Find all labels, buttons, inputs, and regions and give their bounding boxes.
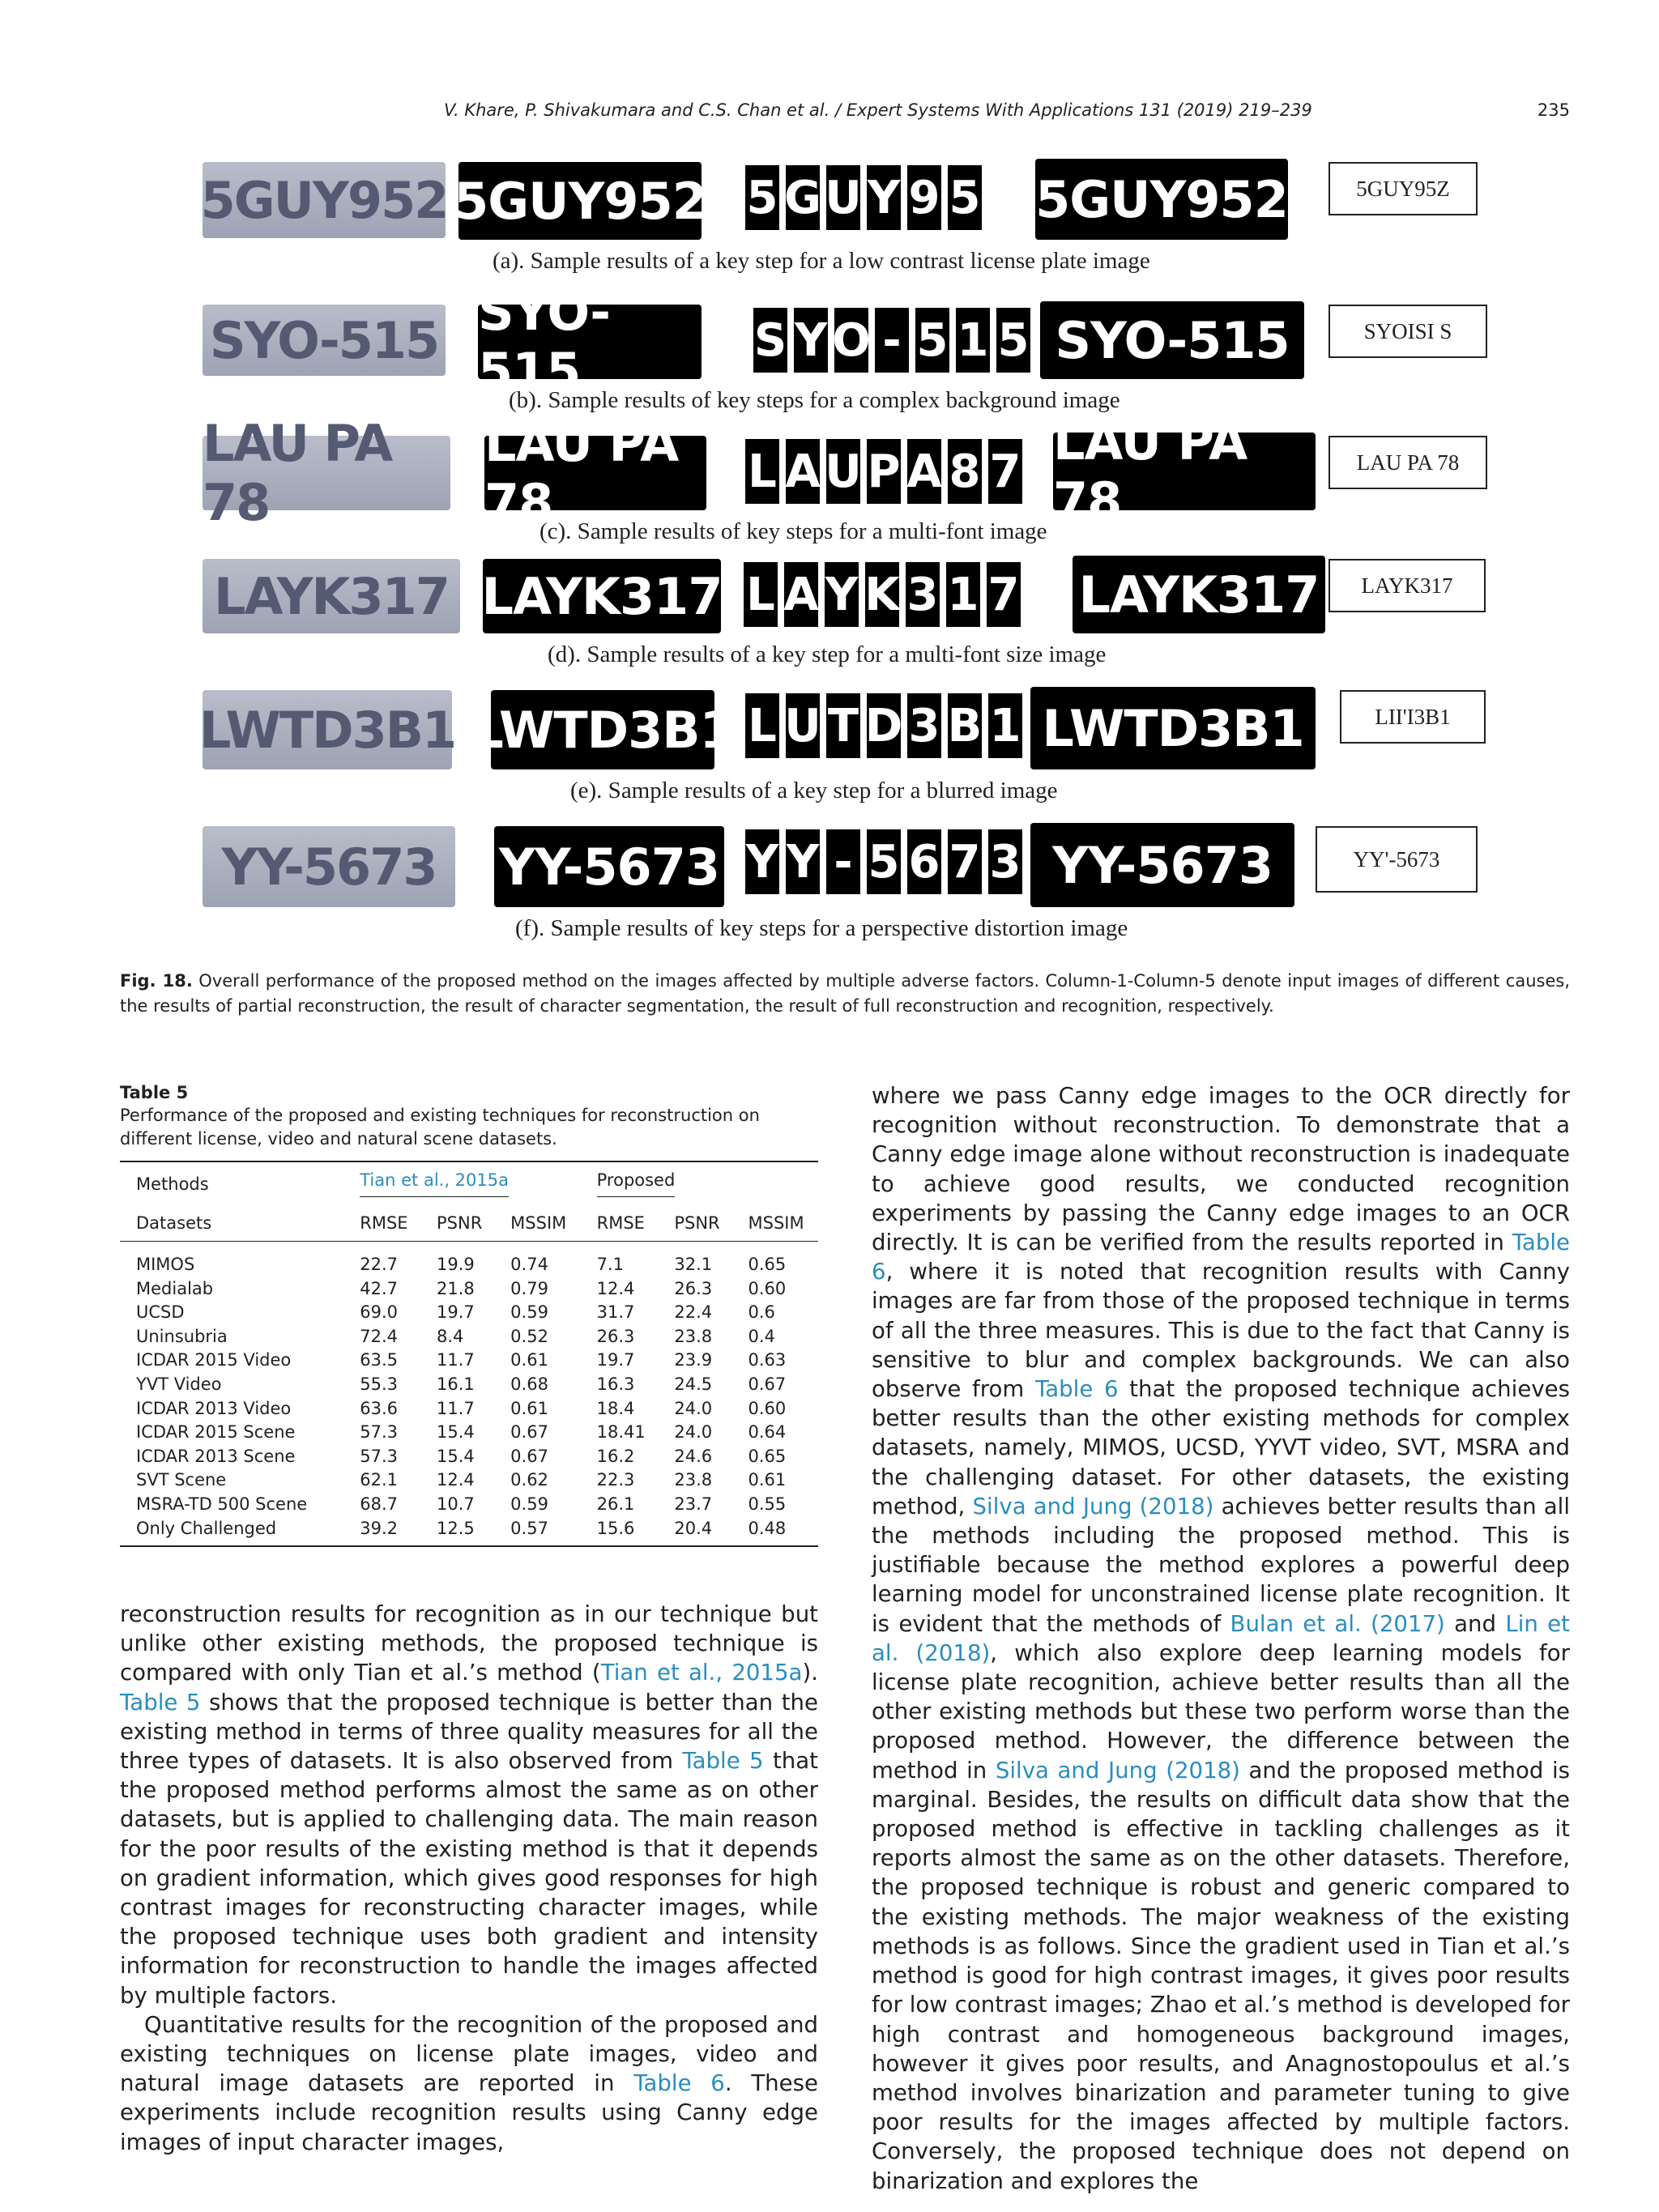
metric-cell: 26.3: [674, 1278, 713, 1298]
segmented-character: Y: [794, 308, 828, 373]
dataset-name-cell: Medialab: [136, 1278, 214, 1298]
right-column: [872, 1081, 1570, 2196]
full-reconstruction-text: LAYK317: [1078, 565, 1320, 624]
metric-cell: 12.4: [596, 1278, 635, 1298]
segmented-character: D: [867, 693, 901, 758]
metric-cell: 0.59: [510, 1494, 548, 1514]
subfigure-caption: (f). Sample results of key steps for a perspective distortion image: [515, 915, 1128, 941]
table-ref-link[interactable]: Table 6: [633, 2069, 725, 2097]
metric-cell: 19.7: [596, 1350, 635, 1370]
dataset-name-cell: UCSD: [136, 1302, 185, 1323]
metric-cell: 68.7: [360, 1494, 399, 1514]
segmented-character: S: [753, 308, 787, 373]
character-segmentation: [745, 693, 1022, 758]
table-col-datasets: Datasets: [120, 1204, 343, 1242]
metric-cell: 0.68: [510, 1374, 548, 1394]
table-row: [120, 1397, 818, 1421]
character-segmentation: [744, 562, 1021, 627]
partial-reconstruction-image: [484, 414, 706, 532]
full-reconstruction-text: LAU PA 78: [1053, 412, 1247, 531]
subfigure-caption: (e). Sample results of a key step for a blurred image: [570, 778, 1058, 803]
metric-cell: 57.3: [360, 1446, 399, 1466]
table-ref-link[interactable]: Table 5: [682, 1747, 764, 1775]
citation-link-tian[interactable]: Tian et al., 2015a: [360, 1170, 509, 1197]
subfigure-caption: (c). Sample results of key steps for a multi-font image: [539, 518, 1047, 544]
metric-cell: 15.6: [581, 1517, 659, 1547]
metric-cell: 39.2: [343, 1517, 420, 1547]
input-plate-text: SYO-515: [209, 310, 439, 370]
page-number: 235: [1537, 100, 1570, 120]
table-ref-link[interactable]: Table 5: [120, 1688, 201, 1715]
segmented-character: 5: [948, 165, 982, 230]
partial-reconstruction-image: [454, 162, 706, 240]
dataset-name-cell: MSRA-TD 500 Scene: [136, 1494, 308, 1514]
segmented-character: 1: [988, 693, 1022, 758]
metric-cell: 16.1: [437, 1374, 475, 1394]
metric-cell: 26.3: [596, 1326, 635, 1346]
recognition-result-box: 5GUY95Z: [1328, 162, 1478, 215]
metric-cell: 0.59: [510, 1302, 548, 1323]
citation-link[interactable]: Tian et al., 2015a: [600, 1659, 803, 1686]
full-reconstruction-image: [1040, 301, 1304, 379]
dataset-name-cell: Uninsubria: [136, 1326, 228, 1346]
results-table: [120, 1161, 818, 1547]
citation-link[interactable]: Bulan et al. (2017): [1230, 1609, 1445, 1637]
metric-cell: 24.6: [674, 1446, 713, 1466]
dataset-name-cell: ICDAR 2015 Video: [136, 1350, 292, 1370]
table-group-proposed: Proposed: [581, 1161, 818, 1204]
dataset-name-cell: SVT Scene: [136, 1470, 227, 1490]
partial-reconstruction-image: [494, 826, 724, 907]
recognition-result-box: YY'-5673: [1316, 826, 1478, 893]
metric-cell: 0.48: [732, 1517, 818, 1547]
metric-cell: 72.4: [360, 1326, 399, 1346]
metric-cell: 31.7: [596, 1302, 635, 1323]
segmented-character: 7: [948, 829, 982, 894]
metric-cell: 0.6: [748, 1302, 775, 1323]
metric-cell: 0.65: [748, 1446, 787, 1466]
metric-cell: 62.1: [360, 1470, 399, 1490]
segmented-character: Y: [745, 829, 779, 894]
dataset-name-cell: Only Challenged: [120, 1517, 343, 1547]
subfigure-caption: (d). Sample results of a key step for a multi-font size image: [548, 641, 1107, 667]
recognition-result-box: SYOISI S: [1328, 305, 1487, 358]
table-col-header: PSNR: [658, 1204, 731, 1242]
metric-cell: 0.60: [748, 1398, 787, 1418]
segmented-character: 9: [907, 165, 941, 230]
full-reconstruction-text: LWTD3B1: [1042, 698, 1304, 758]
table-group-methods: Methods: [120, 1161, 343, 1204]
metric-cell: 0.57: [494, 1517, 580, 1547]
metric-cell: 24.0: [674, 1422, 713, 1443]
metric-cell: 8.4: [437, 1326, 464, 1346]
full-reconstruction-image: [1030, 687, 1316, 769]
segmented-character: L: [745, 693, 779, 758]
segmented-character: 8: [948, 439, 982, 504]
metric-cell: 16.3: [596, 1374, 635, 1394]
table-row: [120, 1349, 818, 1373]
citation-link[interactable]: Silva and Jung (2018): [972, 1492, 1214, 1519]
character-segmentation: [753, 308, 1030, 373]
segmented-character: B: [948, 693, 982, 758]
input-plate-text: 5GUY952: [200, 170, 448, 230]
metric-cell: 18.4: [596, 1398, 635, 1418]
metric-cell: 69.0: [360, 1302, 399, 1323]
metric-cell: 23.8: [674, 1326, 713, 1346]
input-plate-image: [203, 305, 446, 376]
figure-18: [0, 0, 1659, 972]
table-row: [120, 1468, 818, 1493]
figure-caption: [120, 969, 1570, 1019]
input-plate-text: LWTD3B1: [198, 700, 456, 760]
metric-cell: 22.3: [596, 1470, 635, 1490]
input-plate-image: [198, 690, 456, 769]
segmented-character: 5: [996, 308, 1030, 373]
metric-cell: 22.4: [674, 1302, 713, 1323]
metric-cell: 10.7: [437, 1494, 475, 1514]
reconstruction-text: YY-5673: [499, 837, 719, 897]
recognition-result-box: LAYK317: [1328, 559, 1486, 612]
metric-cell: 24.0: [674, 1398, 713, 1418]
subfigure-caption: (b). Sample results of key steps for a complex background image: [509, 387, 1120, 413]
figure-caption-label: Fig. 18.: [120, 971, 193, 991]
input-plate-text: YY-5673: [221, 837, 437, 897]
metric-cell: 63.5: [360, 1350, 399, 1370]
segmented-character: 7: [988, 439, 1022, 504]
character-segmentation: [745, 829, 1022, 894]
metric-cell: 0.61: [748, 1470, 787, 1490]
metric-cell: 19.9: [437, 1255, 475, 1274]
table-row: [120, 1421, 818, 1445]
left-column: [120, 1600, 818, 2157]
input-plate-text: LAYK317: [214, 566, 449, 626]
segmented-character: T: [826, 693, 860, 758]
metric-cell: 0.61: [510, 1398, 548, 1418]
segmented-character: G: [786, 165, 820, 230]
paragraph: reconstruction results for recognition as in our technique but unlike other existing methods, the proposed technique is compared with only Tian et al.’s method (Tian et al., 2015a). Table 5 shows that the proposed technique is better than the existing method in terms of three quality measures for all the three types of datasets. It is also observed from Table 5 that the proposed method performs almost the same as on other datasets, but is applied to challenging data. The main reason for the poor results of the existing method is that it depends on gradient information, which gives good responses for high contrast images for reconstructing character images, while the proposed technique uses both gradient and intensity information for reconstruction to handle the images affected by multiple factors.: [120, 1600, 819, 2009]
segmented-character: A: [784, 562, 818, 627]
table-col-header: RMSE: [343, 1204, 420, 1242]
segmented-character: U: [826, 165, 860, 230]
metric-cell: 55.3: [360, 1374, 399, 1394]
segmented-character: U: [826, 439, 860, 504]
citation-link[interactable]: Silva and Jung (2018): [995, 1756, 1240, 1784]
metric-cell: 16.2: [596, 1446, 635, 1466]
table-row: [120, 1517, 818, 1547]
metric-cell: 15.4: [437, 1422, 475, 1443]
table-row: [120, 1445, 818, 1469]
metric-cell: 12.4: [437, 1470, 475, 1490]
table-col-header: MSSIM: [732, 1204, 818, 1242]
input-plate-text: LAU PA 78: [203, 414, 392, 532]
table-col-header: MSSIM: [494, 1204, 580, 1242]
metric-cell: 0.67: [510, 1422, 548, 1443]
metric-cell: 19.7: [437, 1302, 475, 1323]
segmented-character: L: [744, 562, 778, 627]
metric-cell: 23.8: [674, 1470, 713, 1490]
metric-cell: 0.52: [510, 1326, 548, 1346]
metric-cell: 0.74: [510, 1255, 548, 1274]
table-row: [120, 1493, 818, 1517]
table-row: [120, 1325, 818, 1349]
segmented-character: 3: [988, 829, 1022, 894]
full-reconstruction-image: [1035, 159, 1288, 240]
metric-cell: 24.5: [674, 1374, 713, 1394]
partial-reconstruction-image: [483, 559, 721, 633]
segmented-character: A: [786, 439, 820, 504]
segmented-character: 1: [946, 562, 980, 627]
metric-cell: 20.4: [658, 1517, 731, 1547]
table-label: Table 5: [120, 1083, 189, 1102]
segmented-character: Y: [786, 829, 820, 894]
character-segmentation: [745, 439, 1022, 504]
dataset-name-cell: YVT Video: [136, 1374, 222, 1394]
partial-reconstruction-image: [471, 690, 734, 769]
subfigure-caption: (a). Sample results of a key step for a low contrast license plate image: [493, 248, 1150, 274]
dataset-name-cell: ICDAR 2015 Scene: [136, 1422, 296, 1443]
character-segmentation: [745, 165, 982, 230]
table-ref-link[interactable]: Table 6: [872, 1229, 1570, 1285]
metric-cell: 0.65: [748, 1255, 787, 1274]
metric-cell: 15.4: [437, 1446, 475, 1466]
dataset-name-cell: MIMOS: [136, 1255, 195, 1274]
paragraph: where we pass Canny edge images to the OCR directly for recognition without reconstruction. To demonstrate that a Canny edge image alone without reconstruction is inadequate to achieve good results, we conducted recognition experiments by passing the Canny edge images to an OCR directly. It is can be verified from the results reported in Table 6, where it is noted that recognition results with Canny images are far from those of the proposed technique in terms of all the three measures. This is due to the fact that Canny is sensitive to blur and complex backgrounds. We can also observe from Table 6 that the proposed technique achieves better results than the other existing methods for complex datasets, namely, MIMOS, UCSD, YYVT video, SVT, MSRA and the challenging dataset. For other datasets, the existing method, Silva and Jung (2018) achieves better results than all the methods including the proposed method. This is justifiable because the method explores a powerful deep learning model for unconstrained license plate recognition. It is evident that the methods of Bulan et al. (2017) and Lin et al. (2018), which also explore deep learning models for license plate recognition, achieve better results than all the other existing methods but these two perform worse than the proposed method. However, the difference between the method in Silva and Jung (2018) and the proposed method is marginal. Besides, the results on difficult data show that the proposed method is effective in tackling challenges as it reports almost the same as on the other datasets. Therefore, the proposed technique is robust and generic compared to the existing methods. The major weakness of the existing methods is as follows. Since the gradient used in Tian et al.’s method is good for high contrast images, it gives poor results for low contrast images; Zhao et al.’s method is developed for high contrast and homogeneous background images, however it gives poor results, and Anagnostopoulus et al.’s method involves binarization and parameter tuning to give poor results for the images affected by multiple factors. Conversely, the proposed technique does not depend on binarization and explores the: [872, 1082, 1571, 2194]
table-caption: Performance of the proposed and existing techniques for reconstruction on different license, video and natural scene datasets.: [120, 1106, 760, 1149]
metric-cell: 63.6: [360, 1398, 399, 1418]
table-row: [120, 1242, 818, 1277]
table-ref-link[interactable]: Table 6: [1034, 1375, 1119, 1403]
metric-cell: 0.4: [748, 1326, 775, 1346]
segmented-character: K: [865, 562, 899, 627]
citation-link[interactable]: Lin et al. (2018): [872, 1609, 1570, 1666]
reconstruction-text: SYO-515: [478, 283, 610, 401]
segmented-character: U: [786, 693, 820, 758]
segmented-character: 7: [987, 562, 1021, 627]
metric-cell: 0.62: [510, 1470, 548, 1490]
segmented-character: 5: [915, 308, 949, 373]
metric-cell: 0.79: [510, 1278, 548, 1298]
table-group-existing: [343, 1161, 580, 1204]
segmented-character: A: [907, 439, 941, 504]
table-row: [120, 1373, 818, 1397]
metric-cell: 32.1: [674, 1255, 713, 1274]
table-col-header: RMSE: [581, 1204, 659, 1242]
metric-cell: 23.7: [674, 1494, 713, 1514]
metric-cell: 0.61: [510, 1350, 548, 1370]
metric-cell: 11.7: [437, 1350, 475, 1370]
segmented-character: Y: [867, 165, 901, 230]
table-5: [120, 1083, 818, 1547]
partial-reconstruction-image: [478, 283, 702, 401]
recognition-result-box: LII'I3B1: [1340, 690, 1486, 744]
recognition-result-box: LAU PA 78: [1328, 436, 1487, 489]
reconstruction-text: LWTD3B1: [471, 700, 734, 760]
metric-cell: 0.60: [748, 1278, 787, 1298]
segmented-character: O: [834, 308, 868, 373]
segmented-character: L: [745, 439, 779, 504]
table-col-header: PSNR: [420, 1204, 494, 1242]
metric-cell: 57.3: [360, 1422, 399, 1443]
full-reconstruction-image: [1053, 412, 1316, 531]
input-plate-image: [203, 414, 450, 532]
metric-cell: 7.1: [596, 1255, 625, 1274]
segmented-character: 3: [907, 693, 941, 758]
full-reconstruction-image: [1030, 823, 1294, 907]
dataset-name-cell: ICDAR 2013 Video: [136, 1398, 292, 1418]
metric-cell: 0.67: [510, 1446, 548, 1466]
reconstruction-text: LAU PA 78: [484, 414, 679, 532]
input-plate-image: [200, 162, 448, 238]
dataset-name-cell: ICDAR 2013 Scene: [136, 1446, 296, 1466]
full-reconstruction-text: 5GUY952: [1035, 169, 1288, 229]
metric-cell: 18.41: [596, 1422, 646, 1443]
running-title: V. Khare, P. Shivakumara and C.S. Chan et al. / Expert Systems With Applications 131 (2019) 219–239: [444, 100, 1312, 120]
full-reconstruction-image: [1073, 556, 1325, 633]
segmented-character: -: [875, 308, 909, 373]
metric-cell: 0.63: [748, 1350, 787, 1370]
metric-cell: 42.7: [360, 1278, 399, 1298]
full-reconstruction-text: YY-5673: [1052, 835, 1273, 895]
segmented-character: 5: [745, 165, 779, 230]
segmented-character: 5: [867, 829, 901, 894]
reconstruction-text: 5GUY952: [454, 171, 706, 231]
full-reconstruction-text: SYO-515: [1055, 310, 1290, 370]
table-row: [120, 1277, 818, 1302]
metric-cell: 0.64: [748, 1422, 787, 1443]
metric-cell: 22.7: [360, 1255, 399, 1274]
segmented-character: 6: [907, 829, 941, 894]
metric-cell: 0.55: [748, 1494, 787, 1514]
input-plate-image: [203, 559, 460, 633]
input-plate-image: [203, 826, 455, 907]
segmented-character: -: [826, 829, 860, 894]
segmented-character: 3: [906, 562, 940, 627]
metric-cell: 21.8: [437, 1278, 475, 1298]
segmented-character: P: [867, 439, 901, 504]
table-row: [120, 1301, 818, 1325]
segmented-character: 1: [956, 308, 990, 373]
metric-cell: 12.5: [420, 1517, 494, 1547]
metric-cell: 26.1: [596, 1494, 635, 1514]
segmented-character: Y: [825, 562, 859, 627]
figure-caption-text: Overall performance of the proposed method on the images affected by multiple adverse factors. Column-1-Column-5 denote input images of different causes, the results of partial reconstruction, the result of character segmentation, the result of full reconstruction and recognition, respectively.: [120, 971, 1570, 1016]
paragraph: Quantitative results for the recognition of the proposed and existing techniques on license plate images, video and natural image datasets are reported in Table 6. These experiments include recognition results using Canny edge images of input character images,: [120, 2010, 818, 2155]
metric-cell: 11.7: [437, 1398, 475, 1418]
reconstruction-text: LAYK317: [481, 566, 723, 626]
metric-cell: 23.9: [674, 1350, 713, 1370]
metric-cell: 0.67: [748, 1374, 787, 1394]
